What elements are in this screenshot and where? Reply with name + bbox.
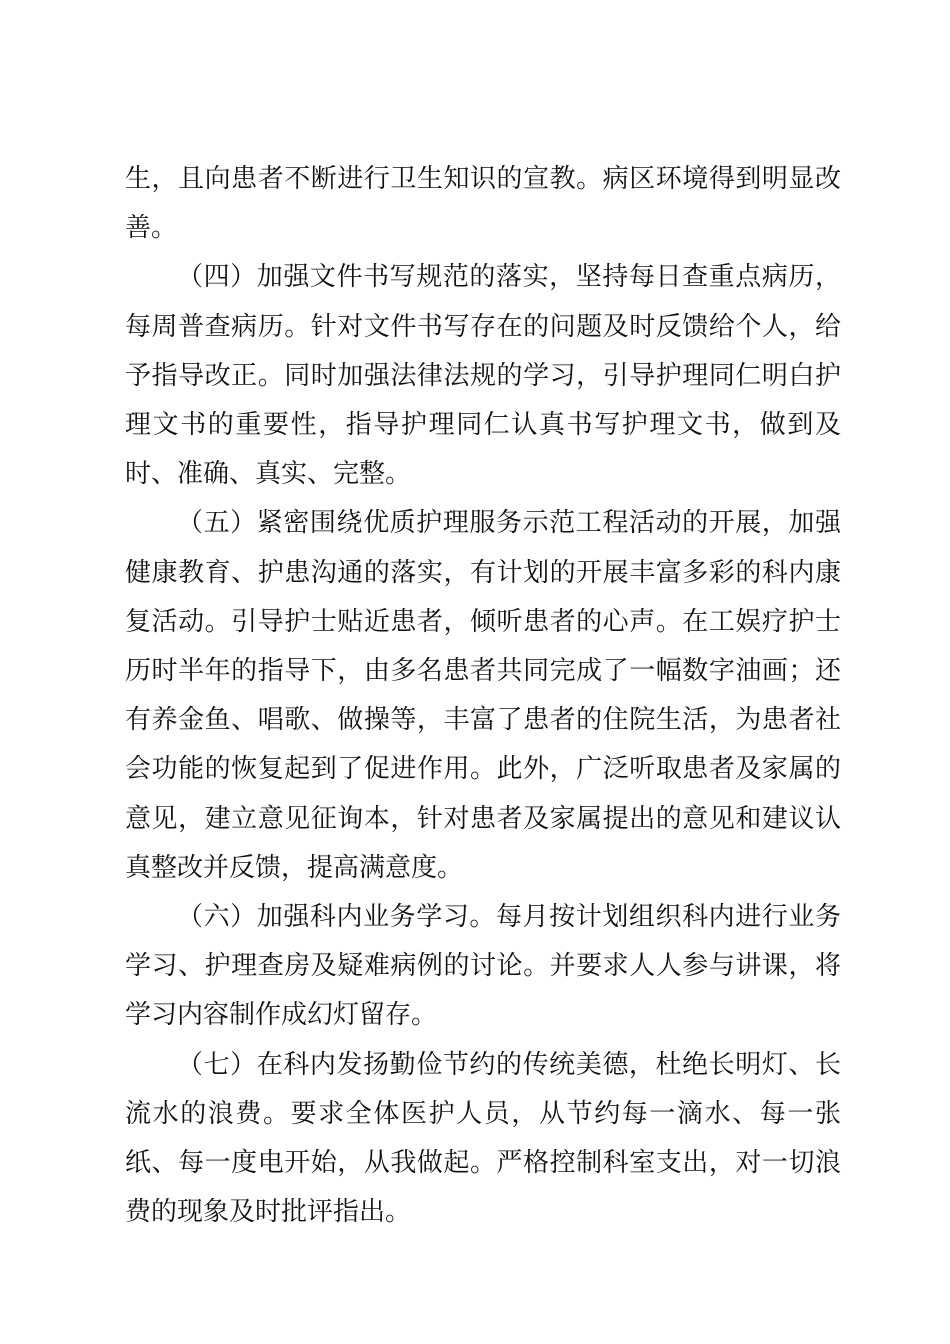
paragraph-continuation: 生，且向患者不断进行卫生知识的宣教。病区环境得到明显改善。 xyxy=(125,164,841,244)
paragraph-item-5: （五）紧密围绕优质护理服务示范工程活动的开展，加强健康教育、护患沟通的落实，有计划的开展丰富多彩的科内康复活动。引导护士贴近患者，倾听患者的心声。在工娱疗护士历时半年的指导下，由多名患者共同完成了一幅数字油画；还有养金鱼、唱歌、做操等，丰富了患者的住院生活，为患者社会功能的恢复起到了促进作用。此外，广泛听取患者及家属的意见，建立意见征询本，针对患者及家属提出的意见和建议认真整改并反馈，提高满意度。 xyxy=(125,508,841,883)
paragraph-item-4: （四）加强文件书写规范的落实，坚持每日查重点病历，每周普查病历。针对文件书写存在的问题及时反馈给个人，给予指导改正。同时加强法律法规的学习，引导护理同仁明白护理文书的重要性，指导护理同仁认真书写护理文书，做到及时、准确、真实、完整。 xyxy=(125,262,841,490)
paragraph-item-7: （七）在科内发扬勤俭节约的传统美德，杜绝长明灯、长流水的浪费。要求全体医护人员，从节约每一滴水、每一张纸、每一度电开始，从我做起。严格控制科室支出，对一切浪费的现象及时批评指出。 xyxy=(125,1049,841,1228)
document-body xyxy=(125,155,841,1237)
paragraph-item-6: （六）加强科内业务学习。每月按计划组织科内进行业务学习、护理查房及疑难病例的讨论。并要求人人参与讲课，将学习内容制作成幻灯留存。 xyxy=(125,902,841,1031)
